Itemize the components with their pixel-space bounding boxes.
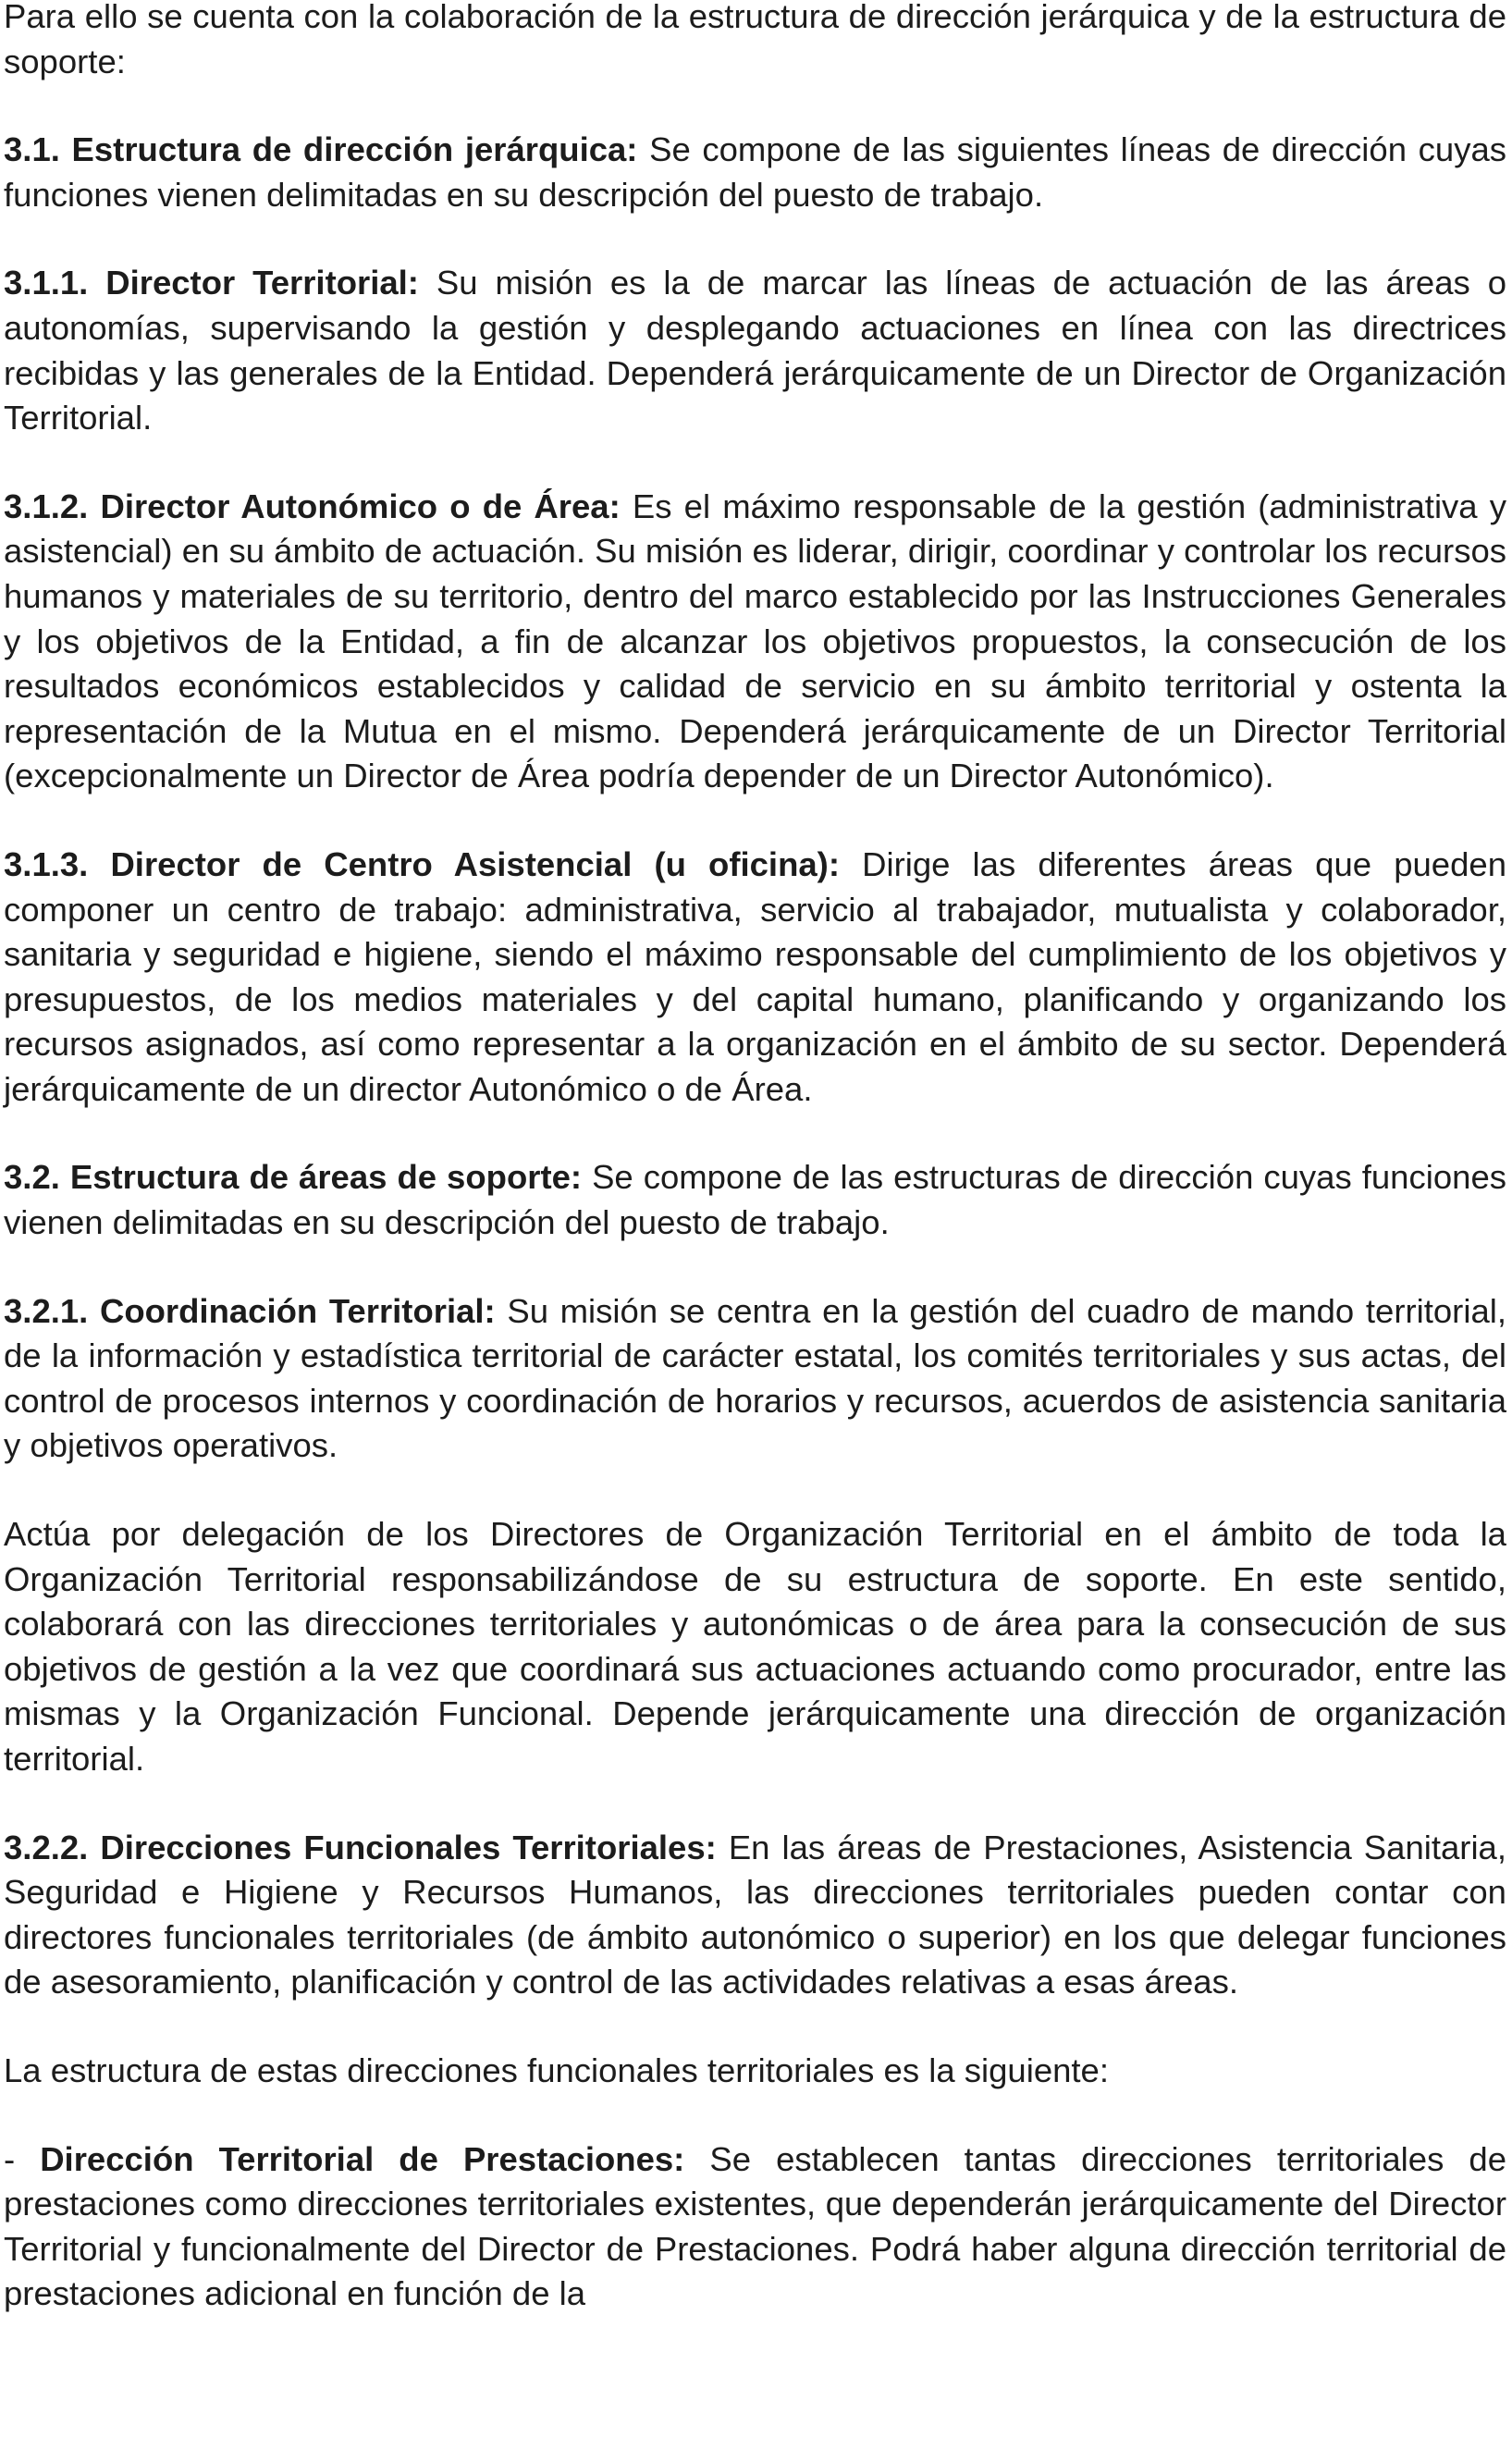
section-3-1-heading: 3.1. Estructura de dirección jerárquica:	[4, 130, 638, 169]
paragraph-text: Su misión se centra en la gestión del cuadro de mando territorial, de la información y estadística territorial de carácter estatal, los comités territoriales y sus actas, del control de procesos internos y coordinación de horarios y recursos, acuerdos de asistencia sanitaria y objetivos operativos.	[4, 1291, 1506, 1465]
paragraph-text: Para ello se cuenta con la colaboración de la estructura de dirección jerárquica y de la estructura de soporte:	[4, 0, 1506, 80]
section-3-1-1-heading: 3.1.1. Director Territorial:	[4, 264, 419, 302]
section-3-1-2-paragraph	[4, 485, 1506, 799]
section-3-1-1-paragraph	[4, 261, 1506, 440]
section-3-1-2-heading: 3.1.2. Director Autonómico o de Área:	[4, 486, 621, 525]
section-3-2-paragraph	[4, 1155, 1506, 1245]
paragraph-text: Es el máximo responsable de la gestión (administrativa y asistencial) en su ámbito de actuación. Su misión es liderar, dirigir, coordinar y controlar los recursos humanos y materiales de su territorio, dentro del marco establecido por las Instrucciones Generales y los objetivos de la Entidad, a fin de alcanzar los objetivos propuestos, la consecución de los resultados económicos establecidos y calidad de servicio en su ámbito territorial y ostenta la representación de la Mutua en el mismo. Dependerá jerárquicamente de un Director Territorial (excepcionalmente un Director de Área podría depender de un Director Autonómico).	[4, 486, 1506, 795]
delegation-paragraph	[4, 1512, 1506, 1782]
paragraph-text: Dirige las diferentes áreas que pueden componer un centro de trabajo: administrativa, servicio al trabajador, mutualista y colaborador, sanitaria y seguridad e higiene, siendo el máximo responsable del cumplimiento de los objetivos y presupuestos, de los medios materiales y del capital humano, planificando y organizando los recursos asignados, así como representar a la organización en el ámbito de su sector. Dependerá jerárquicamente de un director Autonómico o de Área.	[4, 844, 1506, 1108]
section-3-2-1-heading: 3.2.1. Coordinación Territorial:	[4, 1291, 496, 1330]
section-3-1-3-paragraph	[4, 843, 1506, 1113]
section-3-2-2-heading: 3.2.2. Direcciones Funcionales Territoriales:	[4, 1828, 717, 1866]
structure-intro-paragraph	[4, 2049, 1506, 2094]
paragraph-text: Se compone de las siguientes líneas de dirección cuyas funciones vienen delimitadas en su descripción del puesto de trabajo.	[4, 130, 1506, 214]
section-3-2-2-paragraph	[4, 1826, 1506, 2005]
section-3-1-paragraph	[4, 128, 1506, 217]
paragraph-text: La estructura de estas direcciones funcionales territoriales es la siguiente:	[4, 2050, 1110, 2089]
section-3-2-1-paragraph	[4, 1289, 1506, 1469]
prestaciones-list-item	[4, 2137, 1506, 2317]
list-dash: -	[4, 2139, 41, 2178]
intro-paragraph	[4, 0, 1506, 84]
paragraph-text: Su misión es la de marcar las líneas de actuación de las áreas o autonomías, supervisando la gestión y desplegando actuaciones en línea con las directrices recibidas y las generales de la Entidad. Dependerá jerárquicamente de un Director de Organización Territorial.	[4, 264, 1506, 437]
paragraph-text: Se compone de las estructuras de dirección cuyas funciones vienen delimitadas en su descripción del puesto de trabajo.	[4, 1158, 1506, 1242]
section-3-2-heading: 3.2. Estructura de áreas de soporte:	[4, 1158, 583, 1197]
prestaciones-heading: Dirección Territorial de Prestaciones:	[40, 2139, 685, 2178]
paragraph-text: Se establecen tantas direcciones territoriales de prestaciones como direcciones territoriales existentes, que dependerán jerárquicamente del Director Territorial y funcionalmente del Director de Prestaciones. Podrá haber alguna dirección territorial de prestaciones adicional en función de la	[4, 2139, 1506, 2313]
paragraph-text: Actúa por delegación de los Directores de Organización Territorial en el ámbito de toda la Organización Territorial responsabilizándose de su estructura de soporte. En este sentido, colaborará con las direcciones territoriales y autonómicas o de área para la consecución de sus objetivos de gestión a la vez que coordinará sus actuaciones actuando como procurador, entre las mismas y la Organización Funcional. Depende jerárquicamente una dirección de organización territorial.	[4, 1515, 1506, 1778]
paragraph-text: En las áreas de Prestaciones, Asistencia Sanitaria, Seguridad e Higiene y Recursos Humanos, las direcciones territoriales pueden contar con directores funcionales territoriales (de ámbito autonómico o superior) en los que delegar funciones de asesoramiento, planificación y control de las actividades relativas a esas áreas.	[4, 1828, 1506, 2001]
section-3-1-3-heading: 3.1.3. Director de Centro Asistencial (u oficina):	[4, 844, 840, 883]
